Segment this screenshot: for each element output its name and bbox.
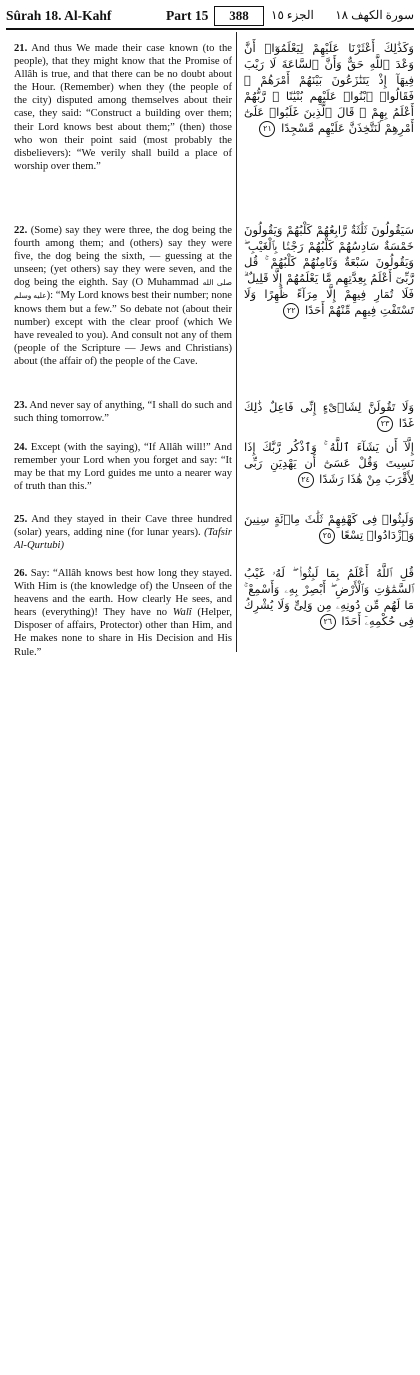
part-label: Part 15 — [166, 8, 209, 23]
ayah-number-marker: ٢٢ — [283, 303, 299, 319]
verse-21-english: 21. And thus We made their case known (to the people), that they might know that the Promise of Allâh is true, and that there can be no doubt about the Hour. (Remember) when they (the people of the city) disputed among themselves about their case, they said: “Construct a building over them; their Lord knows best about them;” (then) those who won their point said (most probably the disbelievers): “We verily shall build a place of worship over them.” — [14, 43, 232, 172]
page-number: 388 — [214, 6, 264, 26]
tafsir-citation: (Tafsir Al-Qurtubi) — [14, 527, 232, 552]
verse-26-arabic: قُلِ ٱللَّهُ أَعْلَمُ بِمَا لَبِثُوا۟ ۖ لَهُۥ غَيْبُ ٱلسَّمَٰوَٰتِ وَٱلْأَرْضِ ۖ أَبْصِرْ بِهِۦ وَأَسْمِعْ ۚ مَا لَهُم مِّن دُونِهِۦ مِن وَلِىٍّ وَلَا يُشْرِكُ فِى حُكْمِهِۦٓ أَحَدًا ٢٦ — [244, 566, 414, 628]
verse-22-english: 22. (Some) say they were three, the dog being the fourth among them; and (others) say they were five, the dog being the sixth, — guessing at the unseen; (yet others) say they were seven, and the dog being the eighth. Say (O Muhammad صلى الله عليه وسلم): “My Lord knows best their number; none knows them but a few.” So debate not (about their number) except with the clear proof (which We have revealed to you). And consult not any of them (people of the Scripture — Jews and Christians) about (the affair of) the people of the Cave. — [14, 225, 233, 367]
verse-25-arabic: وَلَبِثُوا۟ فِى كَهْفِهِمْ ثَلَٰثَ مِا۟ئَةٍ سِنِينَ وَٱزْدَادُوا۟ تِسْعًا ٢٥ — [244, 512, 414, 542]
verse-24-english: 24. Except (with the saying), “If Allâh will!” And remember your Lord when you forget and say: “It may be that my Lord guides me unto a nearer way of truth than this.” — [14, 442, 232, 493]
page-header — [6, 6, 414, 30]
verse-21-arabic: وَكَذَٰلِكَ أَعْثَرْنَا عَلَيْهِمْ لِيَعْلَمُوٓا۟ أَنَّ وَعْدَ ٱللَّهِ حَقٌّ وَأَنَّ ٱلسَّاعَةَ لَا رَيْبَ فِيهَآ إِذْ يَتَنَٰزَعُونَ بَيْنَهُمْ أَمْرَهُمْ ۖ فَقَالُوا۟ ٱبْنُوا۟ عَلَيْهِم بُنْيَٰنًا ۖ رَّبُّهُمْ أَعْلَمُ بِهِمْ ۚ قَالَ ٱلَّذِينَ غَلَبُوا۟ عَلَىٰٓ أَمْرِهِمْ لَنَتَّخِذَنَّ عَلَيْهِم مَّسْجِدًا ٢١ — [244, 41, 414, 135]
column-divider — [236, 32, 237, 652]
surah-title-ar: سورة الكهف ١٨ — [335, 8, 414, 22]
ayah-number-marker: ٢٦ — [320, 614, 336, 630]
ayah-number-marker: ٢٤ — [298, 472, 314, 488]
pbuh-ar: صلى الله عليه وسلم — [14, 278, 232, 301]
ayah-number-marker: ٢١ — [259, 121, 275, 137]
wali-term: Walî — [172, 607, 192, 619]
verse-26-english: 26. Say: “Allâh knows best how long they stayed. With Him is (the knowledge of) the Unseen of the heavens and the earth. How clearly He sees, and hears (everything)! They have no Walî (Helper, Disposer of affairs, Protector) other than Him, and He makes none to share in His Decision and His Rule.” — [14, 568, 232, 658]
juz-label-ar: الجزء ١٥ — [271, 8, 314, 22]
verse-23-arabic: وَلَا تَقُولَنَّ لِشَا۟ىْءٍ إِنِّى فَاعِلٌ ذَٰلِكَ غَدًا ٢٣ — [244, 400, 414, 430]
ayah-number-marker: ٢٣ — [377, 416, 393, 432]
surah-title-en: Sûrah 18. Al-Kahf — [6, 8, 112, 23]
verse-23-english: 23. And never say of anything, “I shall do such and such thing tomorrow.” — [14, 400, 232, 425]
verse-22-arabic: سَيَقُولُونَ ثَلَٰثَةٌ رَّابِعُهُمْ كَلْبُهُمْ وَيَقُولُونَ خَمْسَةٌ سَادِسُهُمْ كَلْبُهُمْ رَجْمًۢا بِٱلْغَيْبِ ۖ وَيَقُولُونَ سَبْعَةٌ وَثَامِنُهُمْ كَلْبُهُمْ ۚ قُل رَّبِّىٓ أَعْلَمُ بِعِدَّتِهِم مَّا يَعْلَمُهُمْ إِلَّا قَلِيلٌ ۗ فَلَا تُمَارِ فِيهِمْ إِلَّا مِرَآءً ظَٰهِرًا وَلَا تَسْتَفْتِ فِيهِم مِّنْهُمْ أَحَدًا ٢٢ — [244, 223, 414, 317]
verse-24-arabic: إِلَّآ أَن يَشَآءَ ٱللَّهُ ۚ وَٱذْكُر رَّبَّكَ إِذَا نَسِيتَ وَقُلْ عَسَىٰٓ أَن يَهْدِيَنِ رَبِّى لِأَقْرَبَ مِنْ هَٰذَا رَشَدًا ٢٤ — [244, 440, 414, 486]
verse-25-english: 25. And they stayed in their Cave three hundred (solar) years, adding nine (for lunar years). (Tafsir Al-Qurtubi) — [14, 514, 232, 552]
ayah-number-marker: ٢٥ — [319, 528, 335, 544]
